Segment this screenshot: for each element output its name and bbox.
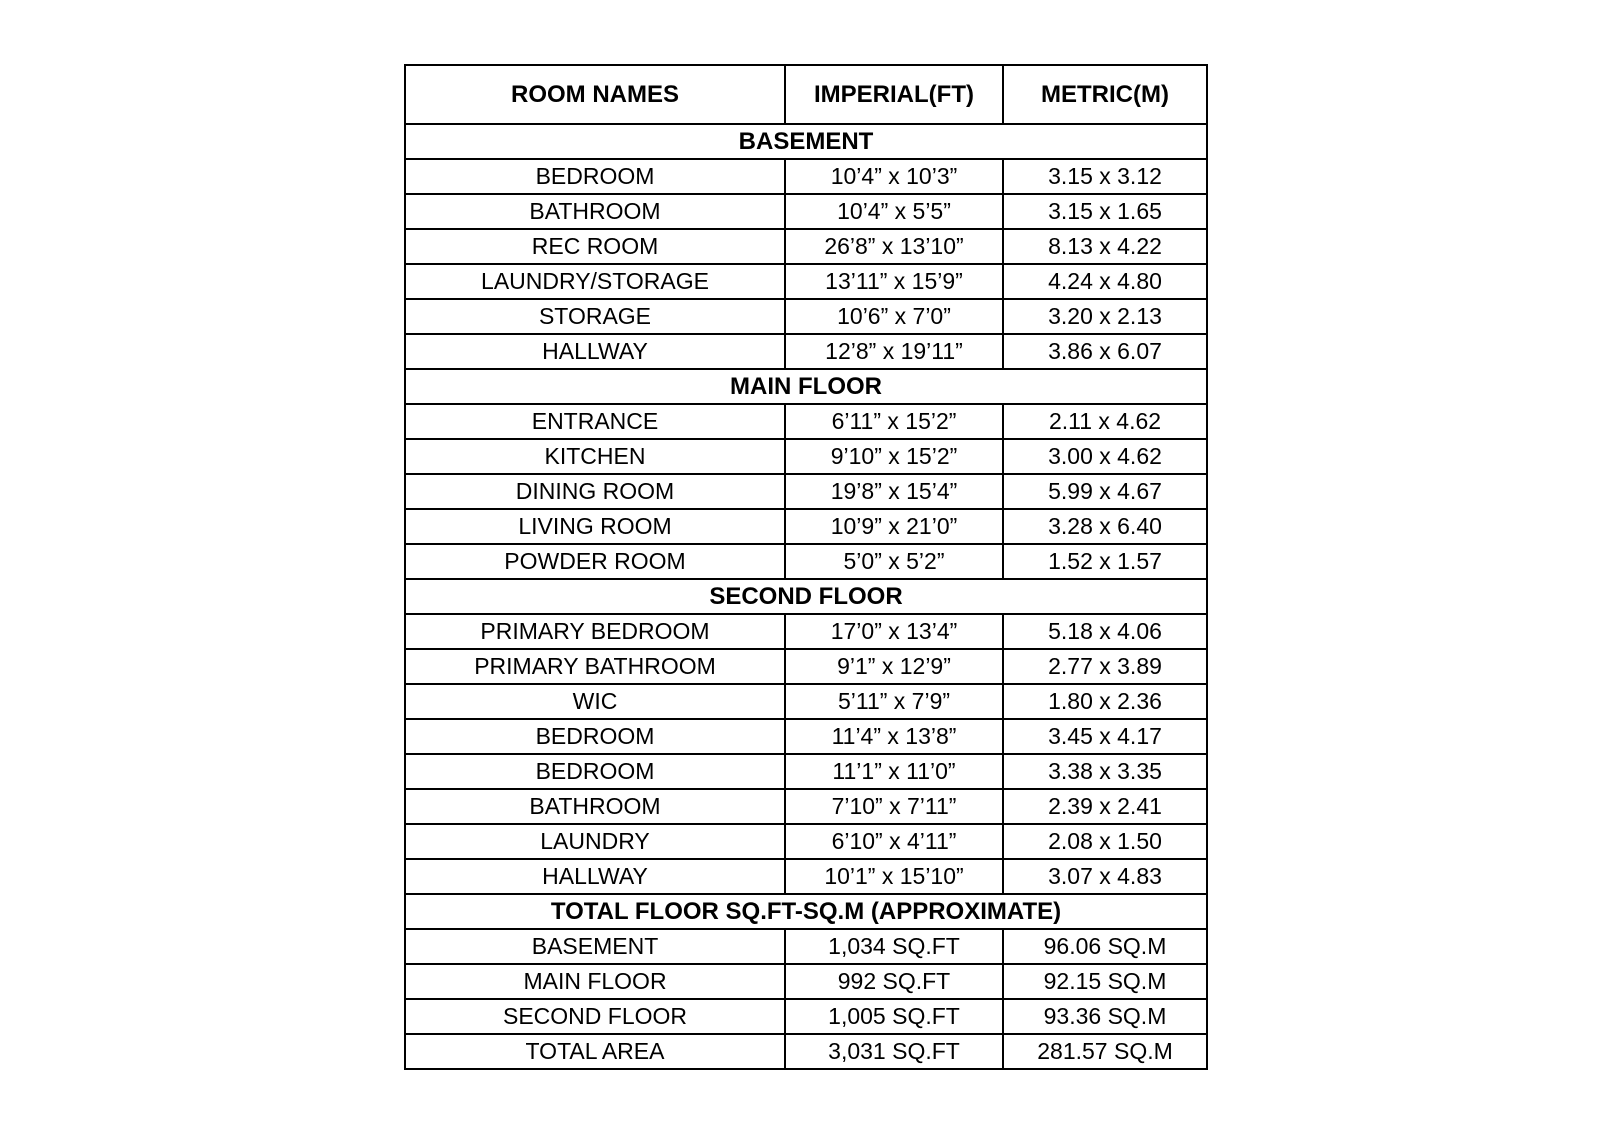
- section-title: BASEMENT: [405, 124, 1207, 159]
- table-row: [405, 719, 1207, 754]
- room-name-cell: LIVING ROOM: [405, 509, 785, 544]
- metric-cell: 3.00 x 4.62: [1003, 439, 1207, 474]
- table-header-row: [405, 65, 1207, 124]
- imperial-cell: 6’10” x 4’11”: [785, 824, 1003, 859]
- imperial-cell: 1,005 SQ.FT: [785, 999, 1003, 1034]
- imperial-cell: 7’10” x 7’11”: [785, 789, 1003, 824]
- imperial-cell: 10’9” x 21’0”: [785, 509, 1003, 544]
- table-row: [405, 509, 1207, 544]
- imperial-cell: 13’11” x 15’9”: [785, 264, 1003, 299]
- room-name-cell: TOTAL AREA: [405, 1034, 785, 1069]
- table-row: [405, 1034, 1207, 1069]
- room-dimensions-table: [404, 64, 1208, 1070]
- metric-cell: 2.11 x 4.62: [1003, 404, 1207, 439]
- metric-cell: 8.13 x 4.22: [1003, 229, 1207, 264]
- room-name-cell: POWDER ROOM: [405, 544, 785, 579]
- metric-cell: 3.28 x 6.40: [1003, 509, 1207, 544]
- room-name-cell: REC ROOM: [405, 229, 785, 264]
- table-row: [405, 929, 1207, 964]
- table-row: [405, 194, 1207, 229]
- imperial-cell: 11’4” x 13’8”: [785, 719, 1003, 754]
- table-row: [405, 649, 1207, 684]
- header-imperial: IMPERIAL(FT): [785, 65, 1003, 124]
- section-header-row: [405, 369, 1207, 404]
- table-row: [405, 684, 1207, 719]
- metric-cell: 3.15 x 3.12: [1003, 159, 1207, 194]
- room-name-cell: DINING ROOM: [405, 474, 785, 509]
- table-row: [405, 159, 1207, 194]
- imperial-cell: 6’11” x 15’2”: [785, 404, 1003, 439]
- section-title: MAIN FLOOR: [405, 369, 1207, 404]
- imperial-cell: 1,034 SQ.FT: [785, 929, 1003, 964]
- imperial-cell: 5’0” x 5’2”: [785, 544, 1003, 579]
- room-name-cell: BEDROOM: [405, 159, 785, 194]
- room-name-cell: HALLWAY: [405, 334, 785, 369]
- metric-cell: 2.77 x 3.89: [1003, 649, 1207, 684]
- room-name-cell: PRIMARY BEDROOM: [405, 614, 785, 649]
- metric-cell: 3.86 x 6.07: [1003, 334, 1207, 369]
- imperial-cell: 10’4” x 10’3”: [785, 159, 1003, 194]
- imperial-cell: 11’1” x 11’0”: [785, 754, 1003, 789]
- table-row: [405, 404, 1207, 439]
- imperial-cell: 5’11” x 7’9”: [785, 684, 1003, 719]
- table-row: [405, 334, 1207, 369]
- section-header-row: [405, 894, 1207, 929]
- table-row: [405, 964, 1207, 999]
- table-row: [405, 264, 1207, 299]
- room-name-cell: BEDROOM: [405, 719, 785, 754]
- imperial-cell: 3,031 SQ.FT: [785, 1034, 1003, 1069]
- metric-cell: 5.99 x 4.67: [1003, 474, 1207, 509]
- imperial-cell: 10’6” x 7’0”: [785, 299, 1003, 334]
- room-name-cell: BASEMENT: [405, 929, 785, 964]
- imperial-cell: 9’1” x 12’9”: [785, 649, 1003, 684]
- room-name-cell: PRIMARY BATHROOM: [405, 649, 785, 684]
- table-row: [405, 299, 1207, 334]
- metric-cell: 2.08 x 1.50: [1003, 824, 1207, 859]
- metric-cell: 1.80 x 2.36: [1003, 684, 1207, 719]
- section-title: TOTAL FLOOR SQ.FT-SQ.M (APPROXIMATE): [405, 894, 1207, 929]
- room-name-cell: BATHROOM: [405, 194, 785, 229]
- imperial-cell: 9’10” x 15’2”: [785, 439, 1003, 474]
- imperial-cell: 992 SQ.FT: [785, 964, 1003, 999]
- table-row: [405, 614, 1207, 649]
- room-name-cell: MAIN FLOOR: [405, 964, 785, 999]
- header-room-names: ROOM NAMES: [405, 65, 785, 124]
- metric-cell: 3.45 x 4.17: [1003, 719, 1207, 754]
- room-name-cell: WIC: [405, 684, 785, 719]
- metric-cell: 92.15 SQ.M: [1003, 964, 1207, 999]
- room-name-cell: BATHROOM: [405, 789, 785, 824]
- table-row: [405, 824, 1207, 859]
- room-name-cell: LAUNDRY/STORAGE: [405, 264, 785, 299]
- table-row: [405, 754, 1207, 789]
- metric-cell: 3.15 x 1.65: [1003, 194, 1207, 229]
- table-row: [405, 229, 1207, 264]
- table-row: [405, 439, 1207, 474]
- imperial-cell: 10’4” x 5’5”: [785, 194, 1003, 229]
- imperial-cell: 19’8” x 15’4”: [785, 474, 1003, 509]
- header-metric: METRIC(M): [1003, 65, 1207, 124]
- table-row: [405, 474, 1207, 509]
- section-title: SECOND FLOOR: [405, 579, 1207, 614]
- imperial-cell: 10’1” x 15’10”: [785, 859, 1003, 894]
- metric-cell: 93.36 SQ.M: [1003, 999, 1207, 1034]
- room-name-cell: SECOND FLOOR: [405, 999, 785, 1034]
- room-name-cell: KITCHEN: [405, 439, 785, 474]
- metric-cell: 96.06 SQ.M: [1003, 929, 1207, 964]
- metric-cell: 4.24 x 4.80: [1003, 264, 1207, 299]
- imperial-cell: 12’8” x 19’11”: [785, 334, 1003, 369]
- room-name-cell: STORAGE: [405, 299, 785, 334]
- metric-cell: 5.18 x 4.06: [1003, 614, 1207, 649]
- metric-cell: 3.20 x 2.13: [1003, 299, 1207, 334]
- table-row: [405, 544, 1207, 579]
- table-row: [405, 999, 1207, 1034]
- metric-cell: 3.38 x 3.35: [1003, 754, 1207, 789]
- section-header-row: [405, 579, 1207, 614]
- metric-cell: 3.07 x 4.83: [1003, 859, 1207, 894]
- metric-cell: 281.57 SQ.M: [1003, 1034, 1207, 1069]
- table-body: [405, 124, 1207, 1069]
- imperial-cell: 26’8” x 13’10”: [785, 229, 1003, 264]
- table-row: [405, 789, 1207, 824]
- room-name-cell: BEDROOM: [405, 754, 785, 789]
- section-header-row: [405, 124, 1207, 159]
- table-row: [405, 859, 1207, 894]
- room-name-cell: HALLWAY: [405, 859, 785, 894]
- metric-cell: 2.39 x 2.41: [1003, 789, 1207, 824]
- room-name-cell: ENTRANCE: [405, 404, 785, 439]
- room-name-cell: LAUNDRY: [405, 824, 785, 859]
- metric-cell: 1.52 x 1.57: [1003, 544, 1207, 579]
- imperial-cell: 17’0” x 13’4”: [785, 614, 1003, 649]
